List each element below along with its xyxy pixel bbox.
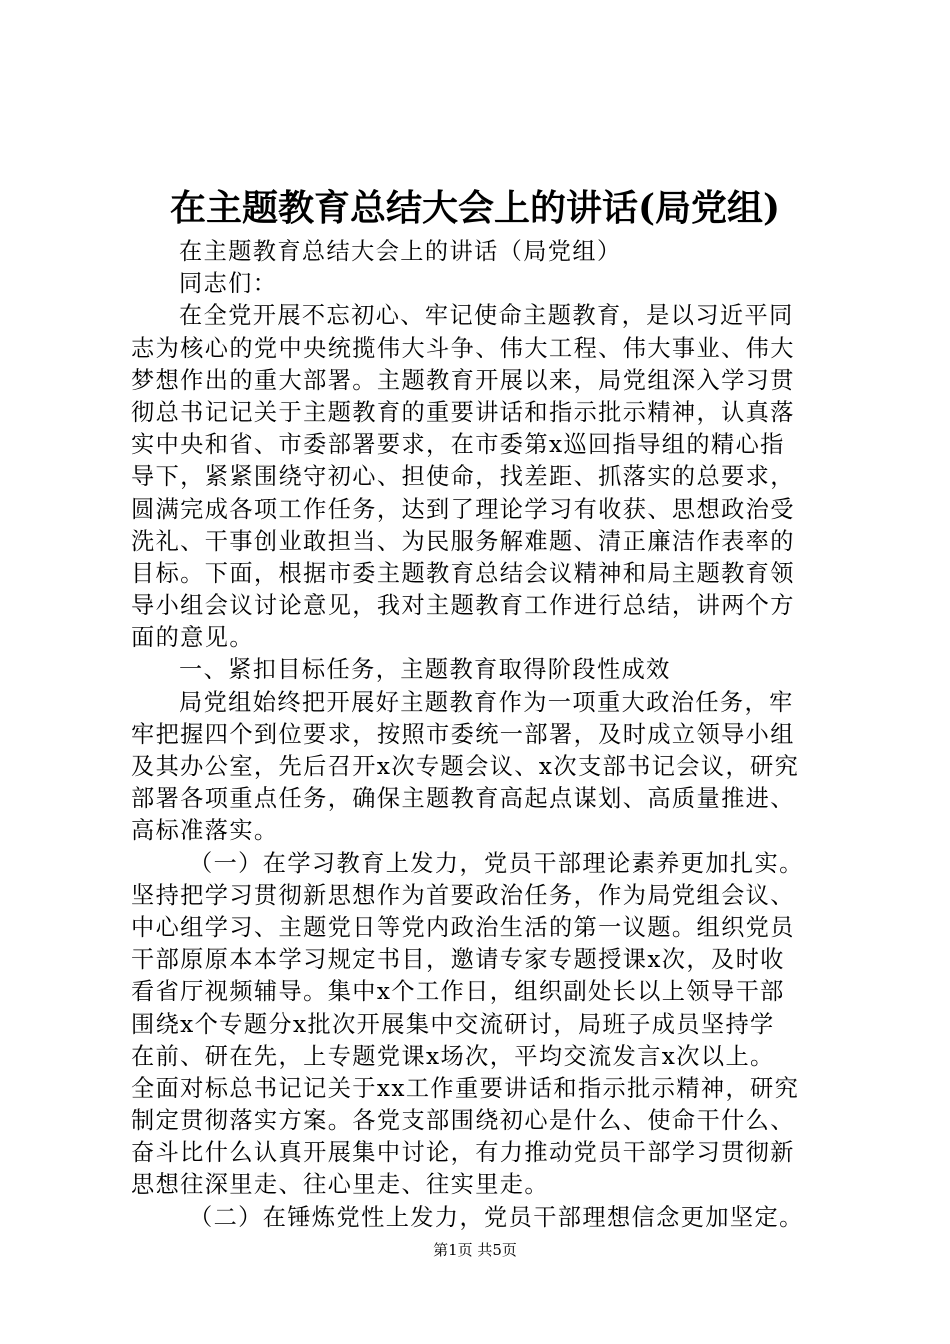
body-line: 高标准落实。 — [131, 817, 279, 845]
document-body — [131, 236, 831, 1234]
body-line: 在全党开展不忘初心、牢记使命主题教育，是以习近平同 — [179, 302, 794, 330]
body-line: 圆满完成各项工作任务，达到了理论学习有收获、思想政治受 — [131, 495, 795, 523]
body-line: 局党组始终把开展好主题教育作为一项重大政治任务，牢 — [179, 688, 794, 716]
subsection-heading: （一）在学习教育上发力，党员干部理论素养更加扎实。 — [189, 849, 804, 877]
subtitle-line: 在主题教育总结大会上的讲话（局党组） — [179, 238, 622, 265]
body-line: 导小组会议讨论意见，我对主题教育工作进行总结，讲两个方 — [131, 592, 795, 620]
body-line: 实中央和省、市委部署要求，在市委第x巡回指导组的精心指 — [131, 431, 785, 459]
body-line: 部署各项重点任务，确保主题教育高起点谋划、高质量推进、 — [131, 785, 795, 813]
body-line: 坚持把学习贯彻新思想作为首要政治任务，作为局党组会议、 — [131, 881, 795, 909]
body-line: 看省厅视频辅导。集中x个工作日，组织副处长以上领导干部 — [131, 978, 785, 1006]
body-line: 在前、研在先，上专题党课x场次，平均交流发言x次以上。 — [131, 1042, 775, 1070]
body-line: 面的意见。 — [131, 624, 254, 652]
body-line: 洗礼、干事创业敢担当、为民服务解难题、清正廉洁作表率的 — [131, 527, 795, 555]
body-line: 梦想作出的重大部署。主题教育开展以来，局党组深入学习贯 — [131, 366, 795, 394]
body-line: 奋斗比什么认真开展集中讨论，有力推动党员干部学习贯彻新 — [131, 1139, 795, 1167]
body-line: 全面对标总书记记关于xx工作重要讲话和指示批示精神，研究 — [131, 1074, 800, 1102]
body-line: 及其办公室，先后召开x次专题会议、x次支部书记会议，研究 — [131, 753, 800, 780]
document-title: 在主题教育总结大会上的讲话(局党组) — [169, 187, 781, 229]
body-line: 思想往深里走、往心里走、往实里走。 — [131, 1171, 549, 1199]
body-line: 围绕x个专题分x批次开展集中交流研讨，局班子成员坚持学 — [131, 1010, 775, 1038]
salutation-line: 同志们： — [179, 270, 278, 298]
body-line: 志为核心的党中央统揽伟大斗争、伟大工程、伟大事业、伟大 — [131, 334, 795, 362]
body-line: 牢把握四个到位要求，按照市委统一部署，及时成立领导小组 — [131, 720, 795, 748]
subsection-heading: （二）在锤炼党性上发力，党员干部理想信念更加坚定。 — [189, 1203, 804, 1231]
body-line: 目标。下面，根据市委主题教育总结会议精神和局主题教育领 — [131, 559, 795, 587]
page-number: 第1页 共5页 — [433, 1241, 517, 1259]
body-line: 中心组学习、主题党日等党内政治生活的第一议题。组织党员 — [131, 913, 795, 941]
body-line: 干部原原本本学习规定书目，邀请专家专题授课x次，及时收 — [131, 946, 785, 974]
body-line: 彻总书记记关于主题教育的重要讲话和指示批示精神，认真落 — [131, 398, 795, 426]
body-line: 制定贯彻落实方案。各党支部围绕初心是什么、使命干什么、 — [131, 1107, 795, 1135]
section-heading: 一、紧扣目标任务，主题教育取得阶段性成效 — [179, 656, 671, 684]
body-line: 导下，紧紧围绕守初心、担使命，找差距、抓落实的总要求， — [131, 463, 795, 491]
